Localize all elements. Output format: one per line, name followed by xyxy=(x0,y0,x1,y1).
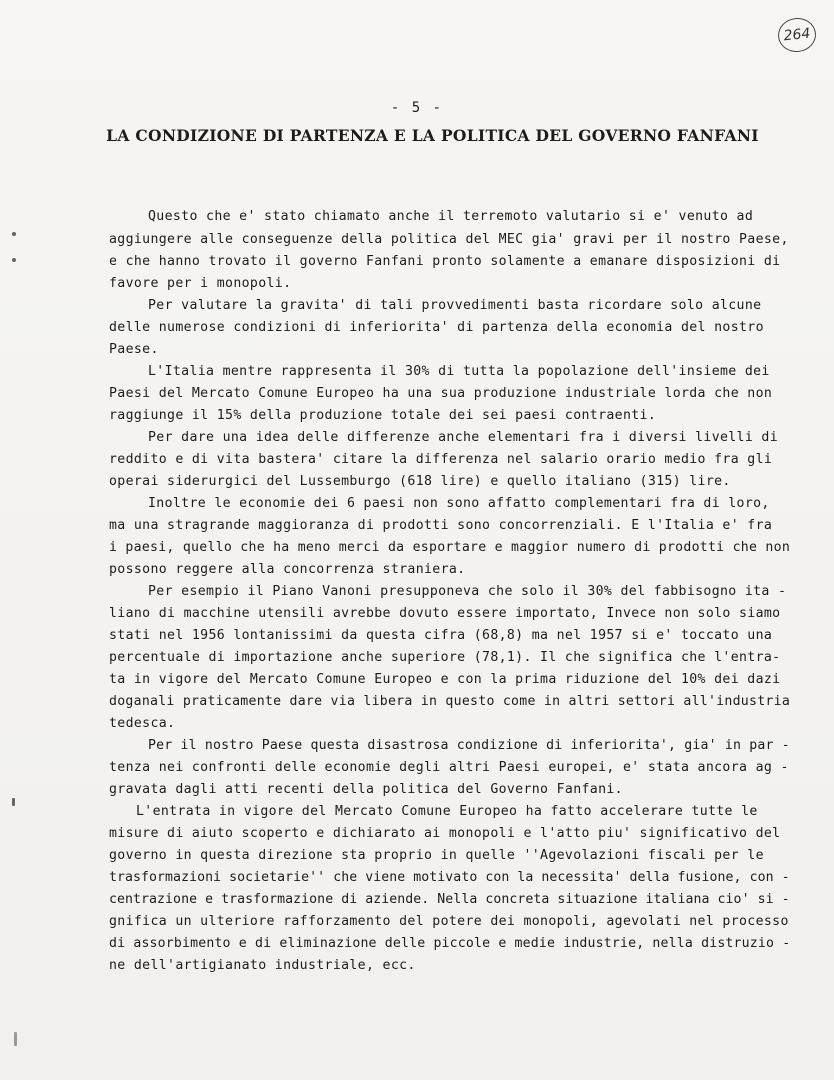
text-line: operai siderurgici del Lussemburgo (618 lire) e quello italiano (315) lire. xyxy=(109,474,731,489)
text-line: ne dell'artigianato industriale, ecc. xyxy=(109,958,416,973)
text-line: percentuale di importazione anche superiore (78,1). Il che significa che l'entra- xyxy=(109,650,781,665)
text-line: centrazione e trasformazione di aziende. Nella concreta situazione italiana cio' si - xyxy=(109,892,790,907)
text-line: e che hanno trovato il governo Fanfani pronto solamente a emanare disposizioni di xyxy=(109,254,781,269)
text-line: gnifica un ulteriore rafforzamento del potere dei monopoli, agevolati nel processo xyxy=(109,914,789,929)
margin-dot xyxy=(12,232,16,236)
text-line: L'Italia mentre rappresenta il 30% di tutta la popolazione dell'insieme dei xyxy=(148,364,770,379)
page-number: - 5 - xyxy=(390,100,444,116)
text-line: misure di aiuto scoperto e dichiarato ai monopoli e l'atto piu' significativo del xyxy=(109,826,781,841)
text-line: di assorbimento e di eliminazione delle piccole e medie industrie, nella distruzio - xyxy=(109,936,791,951)
text-line: ta in vigore del Mercato Comune Europeo e con la prima riduzione del 10% dei dazi xyxy=(109,672,781,687)
text-line: Inoltre le economie dei 6 paesi non sono affatto complementari fra di loro, xyxy=(148,496,770,511)
text-line: i paesi, quello che ha meno merci da esportare e maggior numero di prodotti che non xyxy=(109,540,791,555)
margin-dot xyxy=(12,798,15,806)
text-line: favore per i monopoli. xyxy=(109,276,292,291)
archive-stamp: 264 xyxy=(776,16,817,54)
text-line: trasformazioni societarie'' che viene motivato con la necessita' della fusione, con - xyxy=(109,870,790,885)
text-line: raggiunge il 15% della produzione totale dei sei paesi contraenti. xyxy=(109,408,657,423)
text-line: gravata dagli atti recenti della politica del Governo Fanfani. xyxy=(109,782,623,797)
text-line: L'entrata in vigore del Mercato Comune Europeo ha fatto accelerare tutte le xyxy=(136,804,758,819)
text-line: doganali praticamente dare via libera in questo come in altri settori all'industria xyxy=(109,694,791,709)
margin-dot xyxy=(14,1032,17,1046)
text-line: liano di macchine utensili avrebbe dovuto essere importato, Invece non solo siamo xyxy=(109,606,781,621)
text-line: Per il nostro Paese questa disastrosa condizione di inferiorita', gia' in par - xyxy=(148,738,790,753)
text-line: stati nel 1956 lontanissimi da questa cifra (68,8) ma nel 1957 si e' toccato una xyxy=(109,628,773,643)
text-line: Per dare una idea delle differenze anche elementari fra i diversi livelli di xyxy=(148,430,779,445)
page-title: LA CONDIZIONE DI PARTENZA E LA POLITICA DEL GOVERNO FANFANI xyxy=(106,126,759,145)
text-line: Per esempio il Piano Vanoni presupponeva che solo il 30% del fabbisogno ita - xyxy=(148,584,787,599)
text-line: Per valutare la gravita' di tali provvedimenti basta ricordare solo alcune xyxy=(148,298,762,313)
text-line: possono reggere alla concorrenza straniera. xyxy=(109,562,466,577)
text-line: Questo che e' stato chiamato anche il terremoto valutario si e' venuto ad xyxy=(148,209,754,224)
text-line: governo in questa direzione sta proprio in quelle ''Agevolazioni fiscali per le xyxy=(109,848,764,863)
text-line: ma una stragrande maggioranza di prodotti sono concorrenziali. E l'Italia e' fra xyxy=(109,518,773,533)
margin-dot xyxy=(12,258,16,262)
text-line: aggiungere alle conseguenze della politica del MEC gia' gravi per il nostro Paese, xyxy=(109,232,789,247)
text-line: delle numerose condizioni di inferiorita' di partenza della economia del nostro xyxy=(109,320,764,335)
text-line: reddito e di vita bastera' citare la differenza nel salario orario medio fra gli xyxy=(109,452,773,467)
text-line: Paese. xyxy=(109,342,159,357)
text-line: tedesca. xyxy=(109,716,176,731)
text-line: Paesi del Mercato Comune Europeo ha una sua produzione industriale lorda che non xyxy=(109,386,773,401)
text-line: tenza nei confronti delle economie degli altri Paesi europei, e' stata ancora ag - xyxy=(109,760,789,775)
